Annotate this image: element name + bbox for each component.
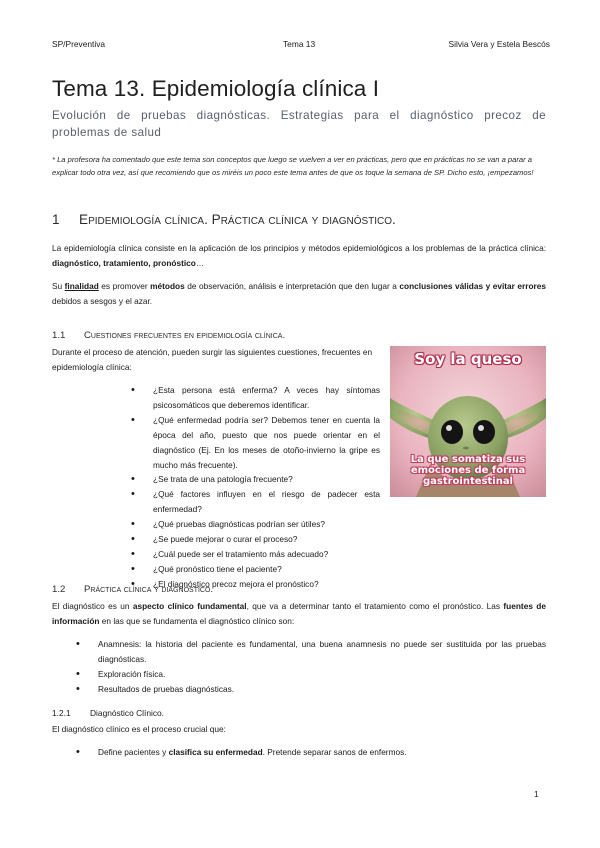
header-center: Tema 13 [283, 39, 316, 49]
list-item: • ¿Se trata de una patología frecuente? [130, 472, 380, 487]
finalidad-term: finalidad [64, 281, 99, 291]
section-1-1-title: Cuestiones frecuentes en epidemiología clínica. [84, 330, 286, 341]
bold-terms: diagnóstico, tratamiento, pronóstico [52, 257, 196, 268]
section-1-2-1-number: 1.2.1 [52, 708, 71, 718]
section-1-1-intro: Durante el proceso de atención, pueden surgir las siguientes cuestiones, frecuentes en epidemiología clínica: [52, 347, 373, 372]
section-1-2-number: 1.2 [52, 584, 66, 595]
header-right: Silvia Vera y Estela Bescós [448, 39, 550, 49]
list-item: • ¿Qué pruebas diagnósticas podrían ser útiles? [130, 517, 380, 532]
sources-list [75, 637, 546, 697]
section-1-2-title: Práctica clínica y diagnóstico. [84, 584, 214, 595]
section-1-heading [52, 212, 396, 227]
author-note: * La profesora ha comentado que este tema son conceptos que luego se vuelven a ver en prácticas, pero que en prácticas no se van a parar a explicar todo otra vez, así que recomiendo que os miréis un poco este tema antes de que os toque la semana de SP. Dicho esto, ¡empezamos! [52, 155, 534, 177]
section-1-1-heading [52, 330, 285, 341]
list-item: • ¿Se puede mejorar o curar el proceso? [130, 532, 380, 547]
section-1-2-1-title: Diagnóstico Clínico. [90, 708, 165, 718]
section-1-paragraph-2: Su finalidad es promover métodos de observación, análisis e interpretación que den lugar a conclusiones válidas y evitar errores debidos a sesgos y el azar. [52, 281, 546, 306]
list-item: • Exploración física. [75, 667, 546, 682]
list-item: • Define pacientes y clasifica su enfermedad. Pretende separar sanos de enfermos. [75, 745, 546, 760]
section-1-2-heading [52, 584, 213, 595]
section-1-number: 1 [52, 212, 60, 227]
section-1-title: Epidemiología clínica. Práctica clínica y diagnóstico. [79, 212, 396, 227]
list-item: • ¿El diagnóstico precoz mejora el pronóstico? [130, 577, 380, 592]
meme-top-text: Soy la queso [414, 350, 522, 368]
document-title: Tema 13. Epidemiología clínica I [52, 76, 380, 101]
header-left: SP/Preventiva [52, 39, 106, 49]
section-1-2-paragraph: El diagnóstico es un aspecto clínico fundamental, que va a determinar tanto el tratamiento como el pronóstico. Las fuentes de información en las que se fundamenta el diagnóstico clínico son: [52, 601, 546, 626]
section-1-2-1-intro: El diagnóstico clínico es el proceso crucial que: [52, 724, 226, 734]
page-number: 1 [534, 789, 539, 799]
section-1-paragraph-1: La epidemiología clínica consiste en la aplicación de los principios y métodos epidemiológicos a los problemas de la práctica clínica: diagnóstico, tratamiento, pronóstico… [52, 243, 546, 268]
list-item: • ¿Qué pronóstico tiene el paciente? [130, 562, 380, 577]
questions-list [78, 383, 380, 592]
document-subtitle: Evolución de pruebas diagnósticas. Estrategias para el diagnóstico precoz de problemas de salud [52, 109, 546, 139]
list-item: • Resultados de pruebas diagnósticas. [75, 682, 546, 697]
list-item: • ¿Cuál puede ser el tratamiento más adecuado? [130, 547, 380, 562]
section-1-2-1-heading [52, 708, 164, 718]
list-item: • Anamnesis: la historia del paciente es fundamental, una buena anamnesis no puede ser sustituida por las pruebas diagnósticas. [75, 637, 546, 667]
section-1-1-number: 1.1 [52, 330, 66, 341]
list-item: • ¿Qué enfermedad podría ser? Debemos tener en cuenta la época del año, puesto que nos puede orientar en el diagnóstico (Ej. En los meses de otoño-invierno la gripe es mucho más frecuente). [130, 413, 380, 473]
meme-bottom-text: La que somatiza sus emociones de forma gastrointestinal [410, 454, 526, 487]
diagnosis-list [75, 745, 546, 760]
page-header [52, 39, 550, 53]
list-item: • ¿Esta persona está enferma? A veces hay síntomas psicosomáticos que deberemos identificar. [130, 383, 380, 413]
list-item: • ¿Qué factores influyen en el riesgo de padecer esta enfermedad? [130, 487, 380, 517]
meme-image [390, 346, 546, 497]
